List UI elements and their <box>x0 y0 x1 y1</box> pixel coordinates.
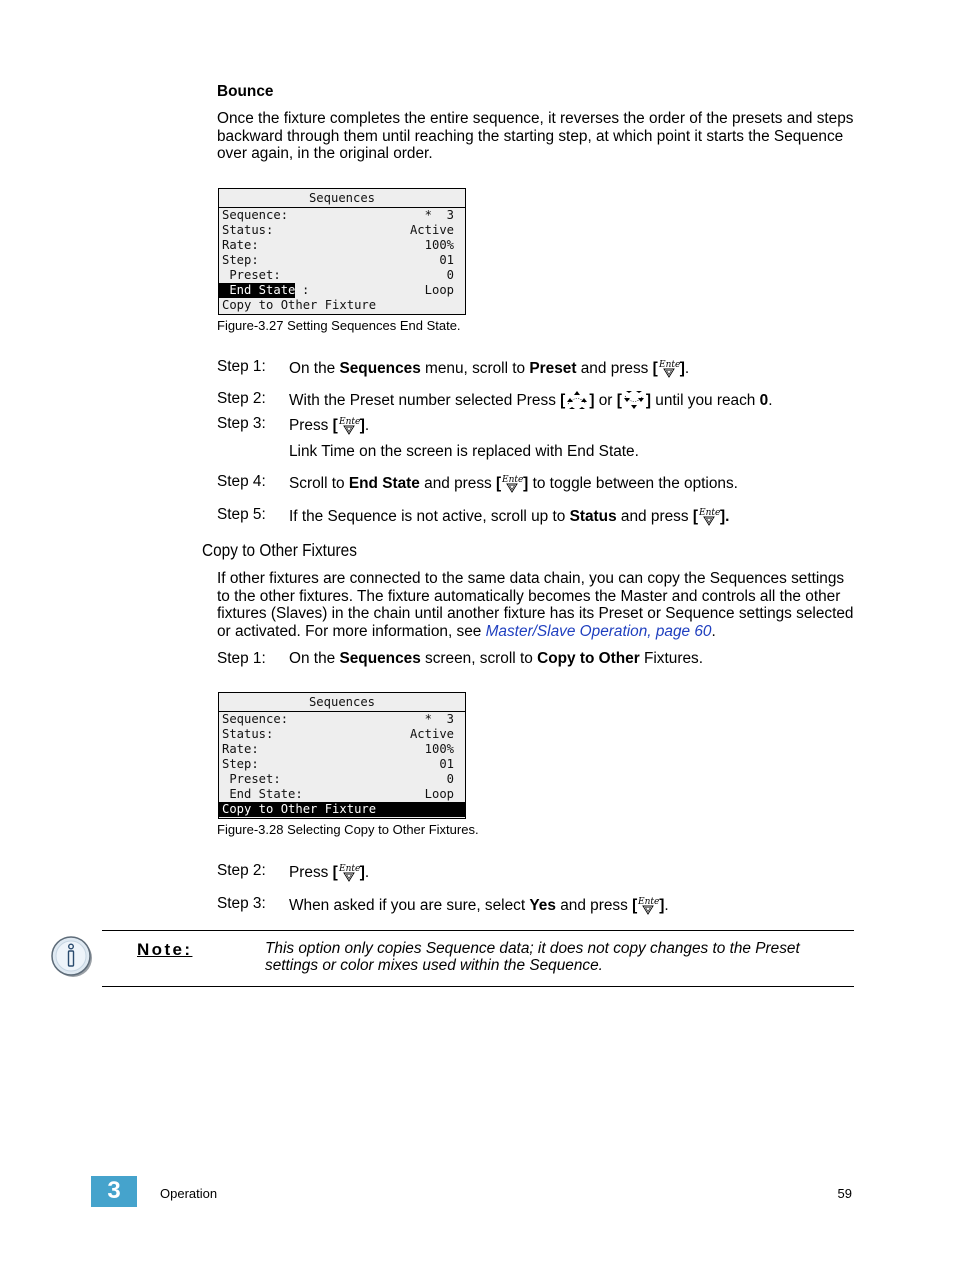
screen-row <box>219 727 465 742</box>
step-text: With the Preset number selected Press [ ] or [ ] until you reach 0. <box>289 392 773 409</box>
step-number: Step 2: <box>217 390 266 407</box>
screen-row <box>219 742 465 757</box>
row-label: Step: <box>222 757 259 771</box>
text: to toggle between the options. <box>528 475 738 492</box>
step-number: Step 3: <box>217 895 266 912</box>
note-top-rule <box>102 930 854 931</box>
text: On the <box>289 360 340 377</box>
enter-key-icon <box>501 473 523 493</box>
subsection-heading: Copy to Other Fixtures <box>202 540 357 560</box>
lcd-screen-copy-fixture <box>218 692 466 819</box>
text: Fixtures. <box>639 650 703 667</box>
row-label: Copy to Other Fixture <box>222 298 377 312</box>
text: If the Sequence is not active, scroll up to <box>289 508 570 525</box>
text: Press <box>289 864 333 881</box>
text: and press <box>555 897 633 914</box>
copy-paragraph <box>217 570 857 640</box>
screen-row <box>219 772 465 787</box>
screen-row-selected <box>219 802 465 817</box>
row-value: 0 <box>446 772 454 786</box>
row-label: Rate: <box>222 742 259 756</box>
row-label: Sequence: <box>222 712 289 726</box>
step-number: Step 4: <box>217 473 266 490</box>
footer-section: Operation <box>160 1186 218 1201</box>
screen-title: Sequences <box>219 189 465 208</box>
info-icon <box>49 933 95 984</box>
step-text: On the Sequences menu, scroll to Preset and press [ ]. <box>289 360 690 377</box>
bounce-paragraph: Once the fixture completes the entire sequence, it reverses the order of the presets and steps backward through them until reaching the starting step, at which point it starts the Sequence over again, in the original order. <box>217 110 854 163</box>
text: until you reach <box>655 392 760 409</box>
row-label: Rate: <box>222 238 259 252</box>
row-value: 0 <box>446 268 454 282</box>
bold-text: End State <box>348 475 420 492</box>
step-number: Step 3: <box>217 415 266 432</box>
text: menu, scroll to <box>420 360 530 377</box>
step-number: Step 1: <box>217 650 266 667</box>
screen-row <box>219 223 465 238</box>
row-label-highlighted: End State <box>219 283 295 298</box>
figure-caption: Figure-3.28 Selecting Copy to Other Fixtures. <box>217 822 479 837</box>
enter-key-icon <box>338 862 360 882</box>
step-number: Step 1: <box>217 358 266 375</box>
screen-title: Sequences <box>219 693 465 712</box>
row-value: Loop <box>424 787 454 801</box>
row-value: 100% <box>424 238 454 252</box>
step-text-line2: Link Time on the screen is replaced with End State. <box>289 443 639 460</box>
enter-key-icon <box>658 358 680 378</box>
text: and press <box>419 475 497 492</box>
row-value: * 3 <box>424 208 454 222</box>
bold-text: Preset <box>529 360 577 377</box>
text: and press <box>616 508 693 525</box>
row-label: Status: <box>222 223 274 237</box>
text: screen, scroll to <box>420 650 538 667</box>
chapter-number-badge: 3 <box>91 1176 137 1207</box>
step-number: Step 2: <box>217 862 266 879</box>
step-number: Step 5: <box>217 506 266 523</box>
master-slave-link[interactable]: Master/Slave Operation, page 60 <box>485 622 712 640</box>
note-text: This option only copies Sequence data; it does not copy changes to the Preset settings or color mixes used within the Sequence. <box>265 940 800 974</box>
bold-text: Sequences <box>339 360 421 377</box>
row-value: Active <box>409 223 454 237</box>
step-text: Scroll to End State and press [ ] to toggle between the options. <box>289 475 738 492</box>
text: With the Preset number selected Press <box>289 392 561 409</box>
screen-row <box>219 253 465 268</box>
text: If other fixtures are connected to the same data chain, you can copy the Sequences settings to the other fixtures. The fixture automatically becomes the Master and controls all the other fixtures (Slaves) in the chain until another fixture has its Preset or Sequence settings selected or activated. For more information, see <box>217 570 854 640</box>
screen-row <box>219 757 465 772</box>
screen-row <box>219 238 465 253</box>
step-text: When asked if you are sure, select Yes and press [ ]. <box>289 897 669 914</box>
text: Scroll to <box>289 475 349 492</box>
section-heading: Bounce <box>217 83 274 100</box>
row-label: Status: <box>222 727 274 741</box>
up-arrow-key-icon <box>565 390 589 410</box>
screen-row <box>219 787 465 802</box>
text: . <box>711 622 716 640</box>
figure-caption: Figure-3.27 Setting Sequences End State. <box>217 318 461 333</box>
row-label: End State: <box>222 787 303 801</box>
screen-row-selected <box>219 283 465 298</box>
note-bottom-rule <box>102 986 854 987</box>
row-label: Preset: <box>222 772 281 786</box>
row-value: Loop <box>424 283 454 297</box>
row-label-suffix: : <box>302 283 310 297</box>
row-label: Preset: <box>222 268 281 282</box>
bold-text: Status <box>569 508 617 525</box>
screen-row <box>219 268 465 283</box>
text: When asked if you are sure, select <box>289 897 530 914</box>
row-label-highlighted: Copy to Other Fixture <box>222 802 377 816</box>
text: and press <box>576 360 653 377</box>
text: Press <box>289 417 333 434</box>
row-value: 01 <box>439 757 454 771</box>
page-number: 59 <box>837 1186 852 1201</box>
row-value: 01 <box>439 253 454 267</box>
bold-text: Sequences <box>339 650 421 667</box>
bold-text: Copy to Other <box>537 650 640 667</box>
enter-key-icon <box>637 895 659 915</box>
step-text: Press [ ]. <box>289 417 370 434</box>
row-value: Active <box>409 727 454 741</box>
lcd-screen-end-state <box>218 188 466 315</box>
row-value: * 3 <box>424 712 454 726</box>
bold-text: 0 <box>759 392 769 409</box>
row-value: 100% <box>424 742 454 756</box>
note-label: Note: <box>137 940 193 959</box>
down-arrow-key-icon <box>622 390 646 410</box>
bold-text: Yes <box>529 897 556 914</box>
screen-row <box>219 208 465 223</box>
text: On the <box>289 650 340 667</box>
screen-row <box>219 712 465 727</box>
screen-row <box>219 298 465 313</box>
step-text: If the Sequence is not active, scroll up to Status and press [ ]. <box>289 508 730 525</box>
step-text: Press [ ]. <box>289 864 370 881</box>
enter-key-icon <box>698 506 720 526</box>
text: or <box>598 392 613 409</box>
row-label: Step: <box>222 253 259 267</box>
enter-key-icon <box>338 415 360 435</box>
text: . <box>768 392 773 409</box>
row-label: Sequence: <box>222 208 289 222</box>
step-text <box>289 650 703 668</box>
